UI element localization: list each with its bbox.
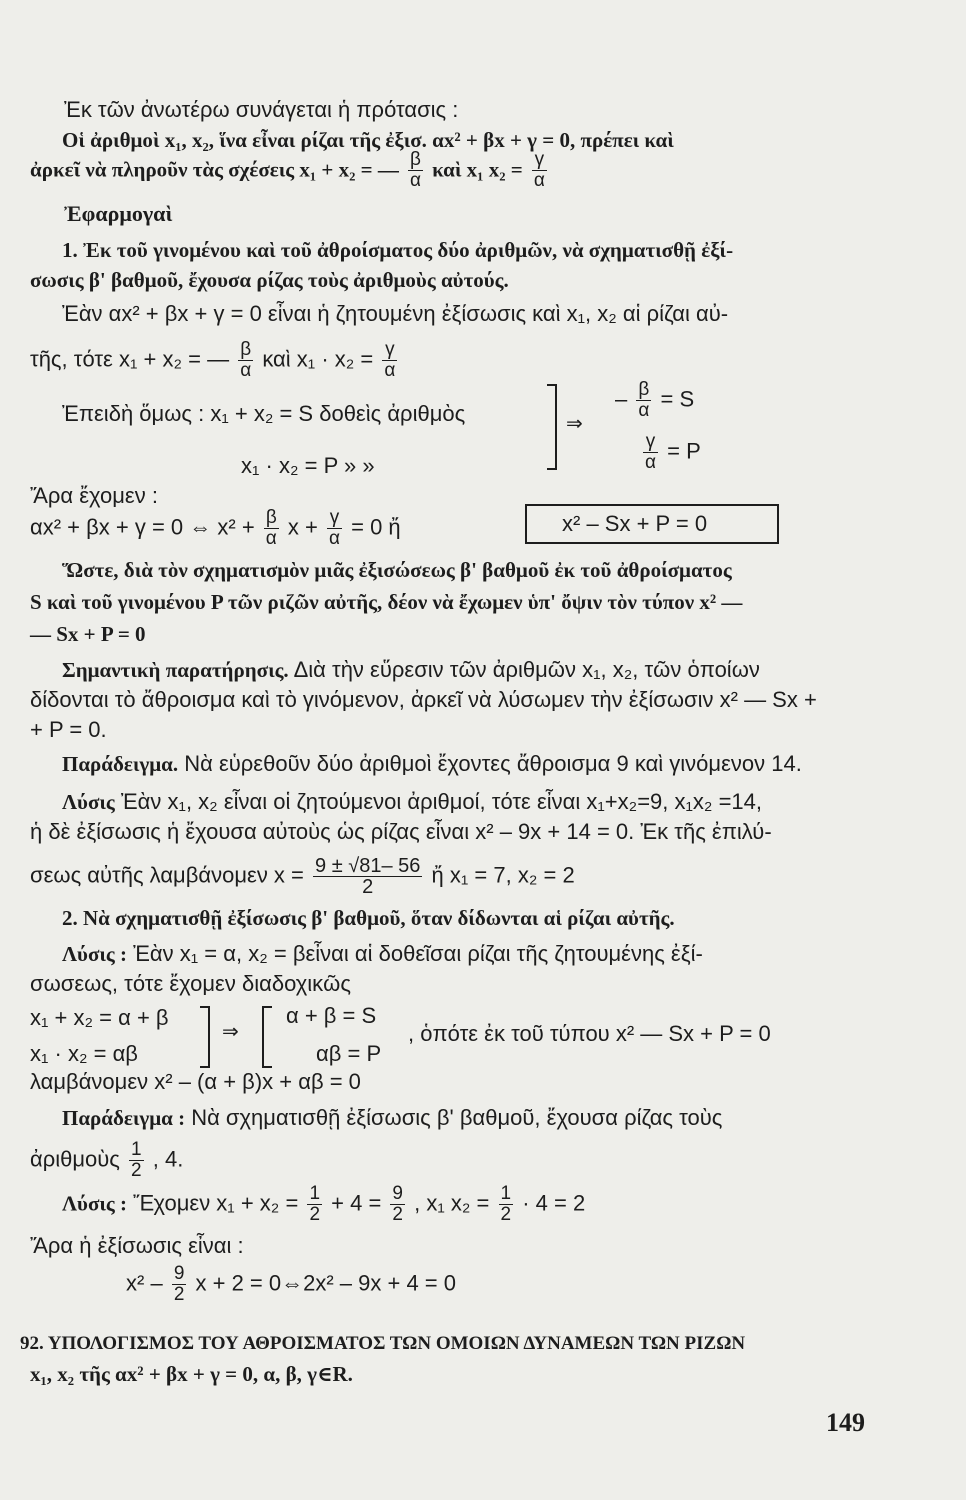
denominator: α bbox=[410, 170, 421, 191]
section-heading: Ἐφαρμογαὶ bbox=[64, 201, 173, 226]
denominator: 2 bbox=[173, 1284, 185, 1305]
formula: x₁ + x₂ = α + β bbox=[30, 1005, 169, 1030]
remark-label: Σημαντικὴ παρατήρησις. bbox=[62, 658, 289, 682]
proposition-line: Οἱ ἀριθμοὶ x₁, x₂, ἵνα εἶναι ρίζαι τῆς ἐξισ. αx² + βx + γ = 0, πρέπει καὶ bbox=[62, 128, 674, 152]
numerator: γ bbox=[643, 432, 658, 453]
numerator: β bbox=[636, 380, 651, 401]
solution-label: Λύσις : bbox=[62, 1191, 127, 1216]
text: αx² + βx + γ = 0 ⇔ x² + bbox=[30, 514, 255, 540]
text-line bbox=[62, 750, 802, 778]
numerator: γ bbox=[382, 340, 397, 361]
formula-line bbox=[62, 1184, 585, 1225]
numerator: 1 bbox=[309, 1183, 321, 1204]
text: ἀριθμοὺς bbox=[30, 1146, 120, 1172]
text-line: , ὁπότε ἐκ τοῦ τύπου x² — Sx + P = 0 bbox=[408, 1021, 771, 1046]
fraction bbox=[390, 1184, 405, 1225]
numerator: β bbox=[264, 508, 279, 529]
boxed-formula-text: x² – Sx + P = 0 bbox=[562, 511, 708, 536]
implies-arrow: ⇒ bbox=[222, 1021, 239, 1043]
text: x + bbox=[287, 514, 318, 540]
text-line bbox=[62, 788, 762, 816]
denominator: 2 bbox=[362, 876, 374, 898]
text: = P bbox=[667, 438, 701, 464]
text: ἤ x₁ = 7, x₂ = 2 bbox=[431, 862, 575, 888]
formula: α + β = S bbox=[286, 1003, 377, 1028]
denominator: α bbox=[265, 528, 277, 549]
fraction bbox=[129, 1140, 144, 1181]
exercise-title: 2. Νὰ σχηματισθῇ ἐξίσωσις β' βαθμοῦ, ὅταν δίδωνται αἱ ρίζαι αὐτῆς. bbox=[62, 906, 675, 930]
text-line: + P = 0. bbox=[30, 717, 107, 742]
text: = 0 ἤ bbox=[351, 514, 401, 540]
denominator: 2 bbox=[392, 1204, 403, 1225]
text: x + 2 = 0⇔2x² – 9x + 4 = 0 bbox=[195, 1270, 457, 1296]
denominator: 2 bbox=[500, 1204, 512, 1225]
text-line bbox=[62, 940, 703, 968]
numerator: γ bbox=[532, 150, 547, 171]
text-line: σωσεως, τότε ἔχομεν διαδοχικῶς bbox=[30, 971, 351, 996]
implies-arrow: ⇒ bbox=[566, 413, 583, 435]
right-brace bbox=[547, 384, 557, 470]
section-heading: x₁, x₂ τῆς αx² + βx + γ = 0, α, β, γ∈R. bbox=[30, 1362, 353, 1386]
fraction bbox=[238, 340, 253, 381]
formula-line bbox=[30, 508, 401, 549]
denominator: α bbox=[240, 360, 252, 381]
example-label: Παράδειγμα. bbox=[62, 752, 179, 776]
numerator: 9 bbox=[392, 1183, 403, 1204]
text-line: Ἐπειδὴ ὅμως : x₁ + x₂ = S δοθεὶς ἀριθμὸς bbox=[62, 401, 466, 426]
text-line bbox=[30, 1140, 183, 1181]
numerator: 9 ± √81– 56 bbox=[315, 855, 421, 877]
numerator: β bbox=[238, 340, 253, 361]
denominator: 2 bbox=[131, 1160, 142, 1181]
denominator: α bbox=[533, 170, 545, 191]
fraction bbox=[499, 1184, 514, 1225]
text: , 4. bbox=[152, 1146, 184, 1172]
left-brace bbox=[262, 1006, 272, 1068]
formula: – $\frac{\beta}{\alpha}$ = S bbox=[615, 379, 695, 421]
text-line bbox=[62, 1104, 722, 1132]
formula-line bbox=[126, 1264, 456, 1305]
numerator: γ bbox=[327, 508, 342, 529]
formula: λαμβάνομεν x² – (α + β)x + αβ = 0 bbox=[30, 1069, 361, 1094]
text-line bbox=[62, 656, 760, 684]
text: τῆς, τότε x₁ + x₂ = — bbox=[30, 346, 230, 372]
text: Νὰ σχηματισθῇ ἐξίσωσις β' βαθμοῦ, ἔχουσα ρίζας τοὺς bbox=[185, 1105, 723, 1130]
text: Νὰ εὑρεθοῦν δύο ἀριθμοὶ ἔχοντες ἄθροισμα 9 καὶ γινόμενον 14. bbox=[178, 751, 802, 776]
fraction bbox=[636, 380, 651, 421]
text-line: ἡ δὲ ἐξίσωσις ἡ ἔχουσα αὐτοὺς ὡς ρίζας εἶναι x² – 9x + 14 = 0. Ἐκ τῆς ἐπιλύ- bbox=[30, 819, 772, 844]
page-number: 149 bbox=[826, 1408, 865, 1437]
denominator: α bbox=[645, 452, 656, 473]
text: Ἐὰν x₁ = α, x₂ = βεἶναι αἱ δοθεῖσαι ρίζαι τῆς ζητουμένης ἐξί- bbox=[127, 941, 703, 966]
text: , x₁ x₂ = bbox=[414, 1190, 490, 1216]
exercise-title: σωσις β' βαθμοῦ, ἔχουσα ρίζας τοὺς ἀριθμοὺς αὐτούς. bbox=[30, 268, 509, 292]
text-line: Ἄρα ἡ ἐξίσωσις εἶναι : bbox=[30, 1233, 244, 1258]
text-line: — Sx + P = 0 bbox=[30, 622, 146, 646]
proposition-line bbox=[30, 150, 550, 191]
text: καὶ x₁ x₂ = bbox=[432, 157, 523, 182]
numerator: 1 bbox=[131, 1139, 142, 1160]
text: ἀρκεῖ νὰ πληροῦν τὰς σχέσεις x₁ + x₂ = — bbox=[30, 157, 399, 182]
fraction bbox=[307, 1184, 322, 1225]
example-label: Παράδειγμα : bbox=[62, 1106, 186, 1130]
fraction bbox=[172, 1264, 187, 1305]
text: καὶ x₁ · x₂ = bbox=[262, 346, 374, 372]
text: · 4 = 2 bbox=[522, 1190, 586, 1216]
fraction bbox=[382, 340, 397, 381]
text: Ἐὰν x₁, x₂ εἶναι οἱ ζητούμενοι ἀριθμοί, τότε εἶναι x₁+x₂=9, x₁x₂ =14, bbox=[114, 789, 763, 814]
section-heading: 92. ΥΠΟΛΟΓΙΣΜΟΣ ΤΟΥ ΑΘΡΟΙΣΜΑΤΟΣ ΤΩΝ ΟΜΟΙΩΝ ΔΥΝΑΜΕΩΝ ΤΩΝ ΡΙΖΩΝ bbox=[20, 1333, 746, 1354]
text: x² – bbox=[126, 1270, 163, 1296]
fraction bbox=[313, 856, 422, 897]
text: σεως αὐτῆς λαμβάνομεν x = bbox=[30, 862, 304, 888]
solution-label: Λύσις bbox=[62, 790, 115, 814]
denominator: α bbox=[329, 528, 340, 549]
numerator: 9 bbox=[173, 1263, 185, 1284]
text-line: x₁ · x₂ = P » » bbox=[241, 453, 375, 478]
text-line: Ὥστε, διὰ τὸν σχηματισμὸν μιᾶς ἐξισώσεως β' βαθμοῦ ἐκ τοῦ ἀθροίσματος bbox=[62, 558, 732, 582]
text-line: Ἄρα ἔχομεν : bbox=[30, 483, 158, 508]
right-brace bbox=[200, 1006, 210, 1068]
formula: αβ = P bbox=[316, 1041, 382, 1066]
text-line: Ἐὰν αx² + βx + γ = 0 εἶναι ἡ ζητουμένη ἐξίσωσις καὶ x₁, x₂ αἱ ρίζαι αὐ- bbox=[62, 301, 729, 326]
text-line: Ἐκ τῶν ἀνωτέρω συνάγεται ἡ πρότασις : bbox=[64, 97, 459, 122]
text: Ἔχομεν x₁ + x₂ = bbox=[127, 1190, 299, 1216]
solution-label: Λύσις : bbox=[62, 942, 127, 966]
text: = S bbox=[660, 386, 695, 412]
denominator: α bbox=[384, 360, 396, 381]
text-line: δίδονται τὸ ἄθροισμα καὶ τὸ γινόμενον, ἀρκεῖ νὰ λύσωμεν τὴν ἐξίσωσιν x² — Sx + bbox=[30, 687, 817, 712]
text: + 4 = bbox=[331, 1190, 382, 1216]
numerator: 1 bbox=[500, 1183, 512, 1204]
text-line: S καὶ τοῦ γινομένου P τῶν ριζῶν αὐτῆς, δέον νὰ ἔχωμεν ὑπ' ὄψιν τὸν τύπον x² — bbox=[30, 590, 743, 614]
fraction bbox=[264, 508, 279, 549]
text: Διὰ τὴν εὕρεσιν τῶν ἀριθμῶν x₁, x₂, τῶν ὁποίων bbox=[288, 657, 760, 682]
fraction bbox=[327, 508, 342, 549]
exercise-title: 1. Ἐκ τοῦ γινομένου καὶ τοῦ ἀθροίσματος δύο ἀριθμῶν, νὰ σχηματισθῇ ἐξί- bbox=[62, 238, 734, 262]
denominator: 2 bbox=[309, 1204, 321, 1225]
numerator: β bbox=[408, 150, 423, 171]
formula bbox=[640, 432, 701, 473]
fraction bbox=[408, 150, 423, 191]
formula: x₁ · x₂ = αβ bbox=[30, 1041, 138, 1066]
text-line bbox=[30, 340, 400, 381]
fraction bbox=[532, 150, 547, 191]
formula-line bbox=[30, 856, 575, 897]
fraction bbox=[643, 432, 658, 473]
denominator: α bbox=[638, 400, 650, 421]
